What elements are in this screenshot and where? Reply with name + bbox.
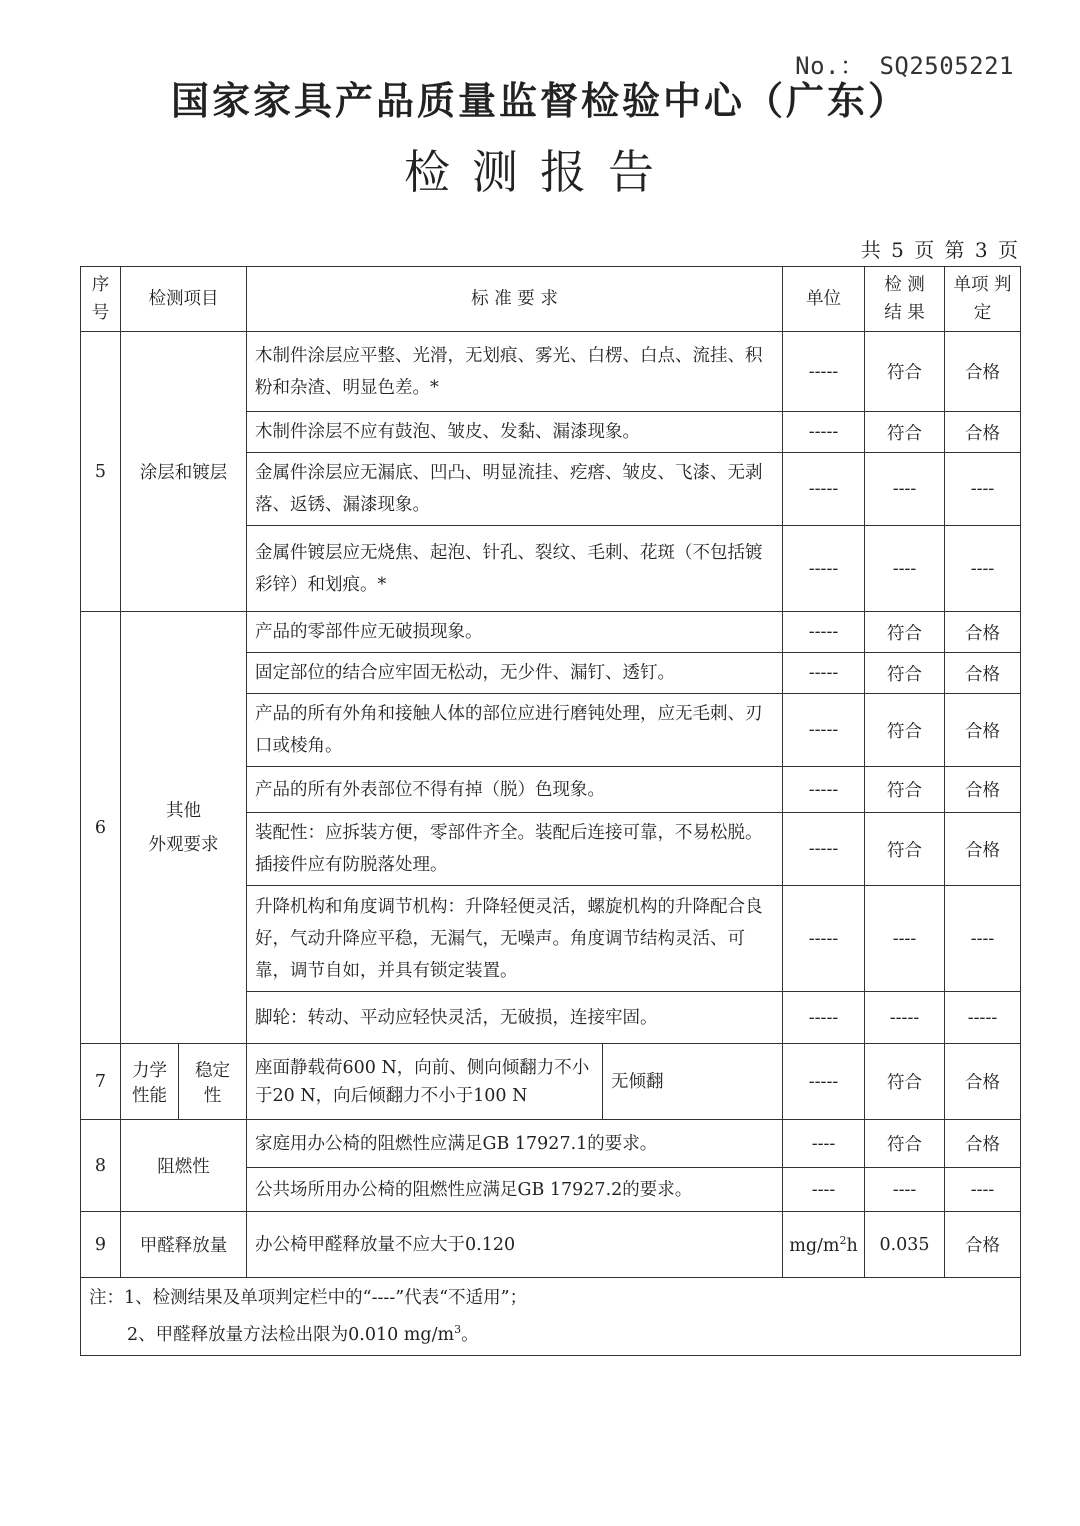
seq-7: 7	[81, 1044, 121, 1120]
notes-cell	[81, 1278, 1021, 1356]
result-cell: 符合	[865, 813, 945, 886]
unit-sup: 2	[839, 1233, 847, 1247]
requirement-text: 固定部位的结合应牢固无松动，无少件、漏钉、透钉。	[247, 653, 783, 694]
seq-5: 5	[81, 332, 121, 612]
header-row	[81, 267, 1021, 332]
requirement-text: 座面静载荷600 N，向前、侧向倾翻力不小于20 N，向后倾翻力不小于100 N	[247, 1044, 603, 1120]
requirement-text: 金属件镀层应无烧焦、起泡、针孔、裂纹、毛刺、花斑（不包括镀彩锌）和划痕。*	[247, 526, 783, 612]
unit-cell: -----	[783, 412, 865, 453]
requirement-text: 公共场所用办公椅的阻燃性应满足GB 17927.2的要求。	[247, 1168, 783, 1212]
judgement-cell: 合格	[945, 767, 1021, 813]
judgement-cell: 合格	[945, 612, 1021, 653]
requirement-text: 木制件涂层不应有鼓泡、皱皮、发黏、漏漆现象。	[247, 412, 783, 453]
result-cell: ----	[865, 1168, 945, 1212]
unit-cell: -----	[783, 813, 865, 886]
result-cell: 符合	[865, 1044, 945, 1120]
requirement-text: 脚轮：转动、平动应轻快灵活，无破损，连接牢固。	[247, 992, 783, 1044]
unit-base: mg/m	[789, 1235, 840, 1256]
item-coating: 涂层和镀层	[121, 332, 247, 612]
unit-cell: ----	[783, 1168, 865, 1212]
table-row	[81, 612, 1021, 653]
result-cell: 0.035	[865, 1212, 945, 1278]
header-unit: 单位	[783, 267, 865, 332]
requirement-text: 产品的所有外表部位不得有掉（脱）色现象。	[247, 767, 783, 813]
table-row	[81, 332, 1021, 412]
header-item: 检测项目	[121, 267, 247, 332]
unit-cell: -----	[783, 612, 865, 653]
unit-cell: -----	[783, 526, 865, 612]
requirement-text: 产品的零部件应无破损现象。	[247, 612, 783, 653]
result-cell: 符合	[865, 767, 945, 813]
requirement-text: 家庭用办公椅的阻燃性应满足GB 17927.1的要求。	[247, 1120, 783, 1168]
requirement-text: 升降机构和角度调节机构：升降轻便灵活，螺旋机构的升降配合良好，气动升降应平稳，无漏气，无噪声。角度调节结构灵活、可靠，调节自如，并具有锁定装置。	[247, 886, 783, 992]
unit-cell: -----	[783, 886, 865, 992]
note-line-2	[89, 1314, 1012, 1351]
seq-8: 8	[81, 1120, 121, 1212]
report-number: No.： SQ2505221	[795, 52, 1014, 80]
result-cell: 符合	[865, 332, 945, 412]
inspection-table	[80, 266, 1021, 1356]
unit-cell: -----	[783, 694, 865, 767]
center-name: 国家家具产品质量监督检验中心（广东）	[170, 78, 909, 123]
result-cell: 符合	[865, 612, 945, 653]
table-row	[81, 1044, 1021, 1120]
header-seq: 序号	[81, 267, 121, 332]
requirement-text: 金属件涂层应无漏底、凹凸、明显流挂、疙瘩、皱皮、飞漆、无剥落、返锈、漏漆现象。	[247, 453, 783, 526]
result-cell: 符合	[865, 412, 945, 453]
judgement-cell: ----	[945, 453, 1021, 526]
requirement-sub: 无倾翻	[603, 1044, 783, 1120]
seq-9: 9	[81, 1212, 121, 1278]
item-appearance-line1: 其他	[166, 800, 201, 821]
notes-row	[81, 1278, 1021, 1356]
judgement-cell: 合格	[945, 1212, 1021, 1278]
unit-cell: -----	[783, 767, 865, 813]
result-cell: ----	[865, 526, 945, 612]
result-cell: 符合	[865, 653, 945, 694]
item-formaldehyde: 甲醛释放量	[121, 1212, 247, 1278]
judgement-cell: 合格	[945, 813, 1021, 886]
judgement-cell: 合格	[945, 694, 1021, 767]
judgement-cell: 合格	[945, 653, 1021, 694]
page-info: 共 5 页 第 3 页	[860, 238, 1018, 262]
note-2-tail: 。	[461, 1324, 479, 1345]
note-2-sup: 3	[454, 1323, 462, 1336]
result-cell: 符合	[865, 1120, 945, 1168]
unit-tail: h	[846, 1235, 858, 1256]
result-cell: ----	[865, 886, 945, 992]
unit-cell: -----	[783, 1044, 865, 1120]
requirement-text: 木制件涂层应平整、光滑，无划痕、雾光、白楞、白点、流挂、积粉和杂渣、明显色差。*	[247, 332, 783, 412]
requirement-text: 办公椅甲醛释放量不应大于0.120	[247, 1212, 783, 1278]
item-appearance	[121, 612, 247, 1044]
note-2-base: 2、甲醛释放量方法检出限为0.010 mg/m	[127, 1324, 455, 1345]
result-cell: 符合	[865, 694, 945, 767]
seq-6: 6	[81, 612, 121, 1044]
item-stability: 稳定性	[179, 1044, 247, 1120]
judgement-cell: 合格	[945, 412, 1021, 453]
table-row	[81, 1212, 1021, 1278]
unit-cell: -----	[783, 332, 865, 412]
result-cell: -----	[865, 992, 945, 1044]
unit-cell: -----	[783, 653, 865, 694]
report-title: 检测报告	[404, 145, 676, 199]
judgement-cell: 合格	[945, 1044, 1021, 1120]
table-row	[81, 1120, 1021, 1168]
header-requirement: 标 准 要 求	[247, 267, 783, 332]
unit-cell: ----	[783, 1120, 865, 1168]
judgement-cell: ----	[945, 526, 1021, 612]
judgement-cell: ----	[945, 886, 1021, 992]
requirement-text: 产品的所有外角和接触人体的部位应进行磨钝处理，应无毛刺、刃口或棱角。	[247, 694, 783, 767]
judgement-cell: 合格	[945, 332, 1021, 412]
note-line-1: 注：1、检测结果及单项判定栏中的“----”代表“不适用”；	[89, 1288, 528, 1308]
unit-cell: -----	[783, 453, 865, 526]
unit-cell: -----	[783, 992, 865, 1044]
judgement-cell: 合格	[945, 1120, 1021, 1168]
item-mechanical: 力学性能	[121, 1044, 179, 1120]
result-cell: ----	[865, 453, 945, 526]
requirement-text: 装配性：应拆装方便，零部件齐全。装配后连接可靠，不易松脱。插接件应有防脱落处理。	[247, 813, 783, 886]
item-flame-retardant: 阻燃性	[121, 1120, 247, 1212]
header-result: 检 测 结 果	[865, 267, 945, 332]
judgement-cell: ----	[945, 1168, 1021, 1212]
judgement-cell: -----	[945, 992, 1021, 1044]
unit-cell	[783, 1212, 865, 1278]
header-judgement: 单项 判定	[945, 267, 1021, 332]
item-appearance-line2: 外观要求	[148, 834, 219, 855]
